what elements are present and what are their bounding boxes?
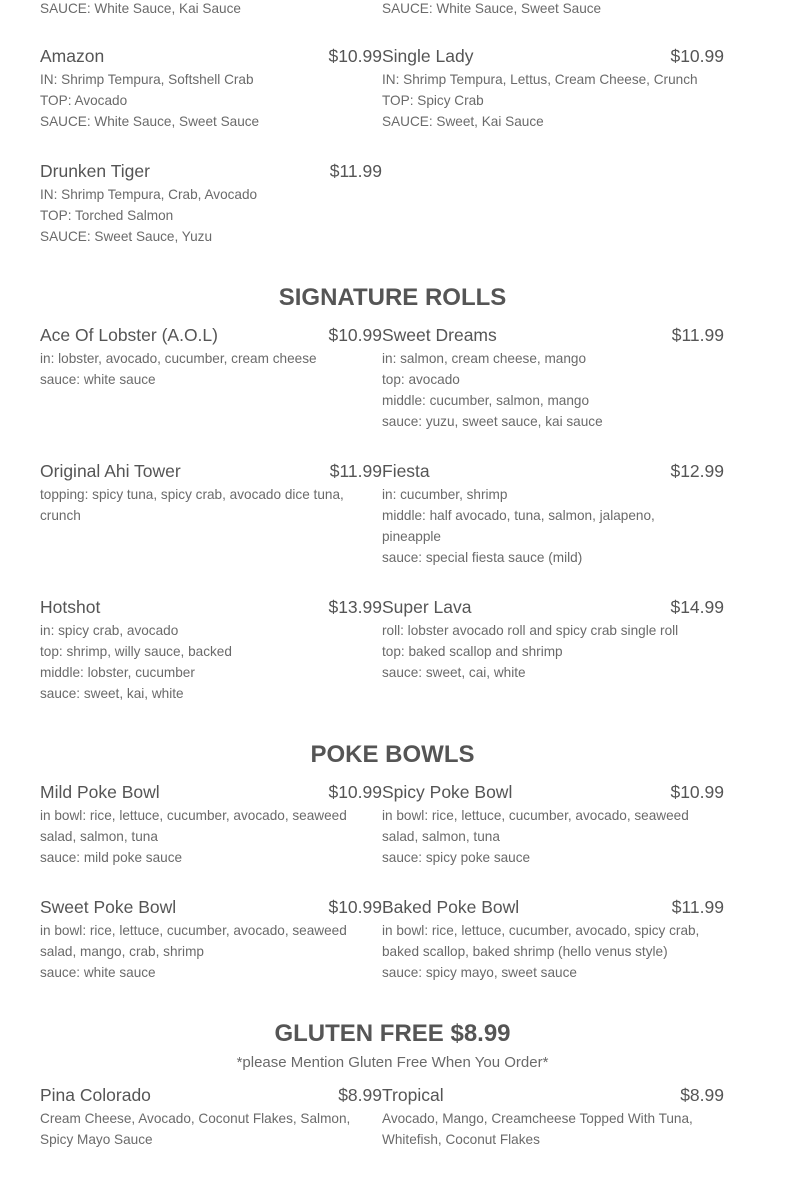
item-description-line: middle: cucumber, salmon, mango bbox=[382, 393, 590, 408]
item-description-line: sauce: white sauce bbox=[40, 965, 156, 980]
item-name: Single Lady bbox=[382, 46, 474, 66]
item-description-line: sauce: spicy poke sauce bbox=[382, 850, 531, 865]
item-description-line: Avocado, Mango, Creamcheese Topped With Tuna, bbox=[382, 1111, 693, 1126]
item-description-line: sauce: sweet, kai, white bbox=[40, 686, 184, 701]
item-description-line: in bowl: rice, lettuce, cucumber, avocado, seaweed bbox=[40, 808, 347, 823]
item-description-line: TOP: Spicy Crab bbox=[382, 93, 484, 108]
item-description-line: SAUCE: Sweet Sauce, Yuzu bbox=[40, 229, 213, 244]
item-name: Super Lava bbox=[382, 597, 472, 617]
item-description-line: middle: half avocado, tuna, salmon, jalapeno, bbox=[382, 508, 655, 523]
item-name: Mild Poke Bowl bbox=[40, 782, 160, 802]
item-description-line: top: baked scallop and shrimp bbox=[382, 644, 563, 659]
menu-item-drunken-tiger bbox=[40, 161, 382, 247]
item-description-line: top: avocado bbox=[382, 372, 460, 387]
item-description bbox=[40, 920, 382, 983]
item-price: $11.99 bbox=[329, 161, 382, 181]
item-name: Tropical bbox=[382, 1085, 444, 1105]
item-price: $10.99 bbox=[670, 782, 724, 802]
item-description-line: sauce: sweet, cai, white bbox=[382, 665, 526, 680]
item-price: $10.99 bbox=[328, 46, 382, 66]
item-price: $10.99 bbox=[328, 782, 382, 802]
item-description-line: in bowl: rice, lettuce, cucumber, avocado, seaweed bbox=[40, 923, 347, 938]
item-description-line: salad, salmon, tuna bbox=[40, 829, 158, 844]
menu-item-single-lady bbox=[382, 46, 724, 132]
item-description-line: topping: spicy tuna, spicy crab, avocado dice tuna, bbox=[40, 487, 344, 502]
item-description bbox=[40, 620, 382, 704]
menu-item-pina-colorado bbox=[40, 1085, 382, 1150]
partial-sauce-right: SAUCE: White Sauce, Sweet Sauce bbox=[382, 1, 602, 16]
item-description-line: sauce: white sauce bbox=[40, 372, 156, 387]
item-name: Original Ahi Tower bbox=[40, 461, 181, 481]
menu-item-sweet-dreams bbox=[382, 325, 724, 432]
item-description-line: in: cucumber, shrimp bbox=[382, 487, 508, 502]
item-price: $10.99 bbox=[670, 46, 724, 66]
item-description-line: sauce: yuzu, sweet sauce, kai sauce bbox=[382, 414, 603, 429]
item-name: Sweet Poke Bowl bbox=[40, 897, 177, 917]
item-description bbox=[382, 920, 724, 983]
item-description-line: salad, salmon, tuna bbox=[382, 829, 500, 844]
item-description-line: IN: Shrimp Tempura, Lettus, Cream Cheese, Crunch bbox=[382, 72, 698, 87]
item-description-line: TOP: Torched Salmon bbox=[40, 208, 174, 223]
menu-item-fiesta bbox=[382, 461, 724, 568]
menu-item-spicy-poke-bowl bbox=[382, 782, 724, 868]
item-description bbox=[40, 348, 382, 390]
partial-sauce-left: SAUCE: White Sauce, Kai Sauce bbox=[40, 1, 241, 16]
item-description-line: sauce: mild poke sauce bbox=[40, 850, 183, 865]
item-description-line: SAUCE: White Sauce, Sweet Sauce bbox=[40, 114, 260, 129]
item-description bbox=[382, 348, 724, 432]
menu-item-original-ahi-tower bbox=[40, 461, 382, 526]
item-description-line: middle: lobster, cucumber bbox=[40, 665, 195, 680]
item-description-line: sauce: spicy mayo, sweet sauce bbox=[382, 965, 577, 980]
item-name: Fiesta bbox=[382, 461, 430, 481]
menu-item-amazon bbox=[40, 46, 382, 132]
item-description-line: in bowl: rice, lettuce, cucumber, avocado, seaweed bbox=[382, 808, 689, 823]
item-description bbox=[382, 805, 724, 868]
menu-item-ace-of-lobster bbox=[40, 325, 382, 390]
item-description-line: crunch bbox=[40, 508, 81, 523]
item-price: $11.99 bbox=[329, 461, 382, 481]
menu-item-sweet-poke-bowl bbox=[40, 897, 382, 983]
item-description-line: sauce: special fiesta sauce (mild) bbox=[382, 550, 583, 565]
item-description bbox=[382, 1108, 724, 1150]
item-description-line: in: salmon, cream cheese, mango bbox=[382, 351, 587, 366]
section-title-signature-rolls: SIGNATURE ROLLS bbox=[278, 284, 507, 311]
item-name: Drunken Tiger bbox=[40, 161, 150, 181]
item-price: $14.99 bbox=[670, 597, 724, 617]
menu-item-baked-poke-bowl bbox=[382, 897, 724, 983]
item-price: $11.99 bbox=[671, 897, 724, 917]
item-description-line: in: lobster, avocado, cucumber, cream cheese bbox=[40, 351, 317, 366]
item-name: Sweet Dreams bbox=[382, 325, 497, 345]
item-description-line: roll: lobster avocado roll and spicy crab single roll bbox=[382, 623, 679, 638]
item-name: Baked Poke Bowl bbox=[382, 897, 520, 917]
item-name: Pina Colorado bbox=[40, 1085, 151, 1105]
menu-item-mild-poke-bowl bbox=[40, 782, 382, 868]
gluten-free-note: *please Mention Gluten Free When You Order* bbox=[236, 1054, 549, 1071]
item-description bbox=[382, 69, 724, 132]
item-name: Spicy Poke Bowl bbox=[382, 782, 513, 802]
item-description-line: Spicy Mayo Sauce bbox=[40, 1132, 153, 1147]
item-price: $11.99 bbox=[671, 325, 724, 345]
item-description bbox=[40, 1108, 382, 1150]
item-description-line: in: spicy crab, avocado bbox=[40, 623, 179, 638]
item-price: $12.99 bbox=[670, 461, 724, 481]
section-title-poke-bowls: POKE BOWLS bbox=[310, 741, 475, 768]
item-price: $8.99 bbox=[338, 1085, 382, 1105]
item-description-line: IN: Shrimp Tempura, Softshell Crab bbox=[40, 72, 254, 87]
item-description bbox=[40, 484, 382, 526]
item-description-line: Whitefish, Coconut Flakes bbox=[382, 1132, 540, 1147]
item-name: Amazon bbox=[40, 46, 105, 66]
menu-item-tropical bbox=[382, 1085, 724, 1150]
item-description-line: Cream Cheese, Avocado, Coconut Flakes, Salmon, bbox=[40, 1111, 351, 1126]
item-description-line: TOP: Avocado bbox=[40, 93, 128, 108]
item-description bbox=[40, 184, 382, 247]
item-description-line: SAUCE: Sweet, Kai Sauce bbox=[382, 114, 544, 129]
item-price: $10.99 bbox=[328, 325, 382, 345]
item-description-line: baked scallop, baked shrimp (hello venus style) bbox=[382, 944, 668, 959]
item-description-line: salad, mango, crab, shrimp bbox=[40, 944, 204, 959]
item-price: $13.99 bbox=[328, 597, 382, 617]
item-price: $8.99 bbox=[680, 1085, 724, 1105]
item-description-line: IN: Shrimp Tempura, Crab, Avocado bbox=[40, 187, 258, 202]
item-name: Hotshot bbox=[40, 597, 101, 617]
item-description bbox=[382, 620, 724, 683]
item-description-line: pineapple bbox=[382, 529, 441, 544]
item-description-line: top: shrimp, willy sauce, backed bbox=[40, 644, 232, 659]
item-name: Ace Of Lobster (A.O.L) bbox=[40, 325, 218, 345]
item-description bbox=[382, 484, 724, 568]
menu-item-super-lava bbox=[382, 597, 724, 683]
item-price: $10.99 bbox=[328, 897, 382, 917]
section-title-gluten-free: GLUTEN FREE $8.99 bbox=[274, 1020, 511, 1047]
item-description bbox=[40, 805, 382, 868]
item-description bbox=[40, 69, 382, 132]
item-description-line: in bowl: rice, lettuce, cucumber, avocado, spicy crab, bbox=[382, 923, 700, 938]
menu-item-hotshot bbox=[40, 597, 382, 704]
